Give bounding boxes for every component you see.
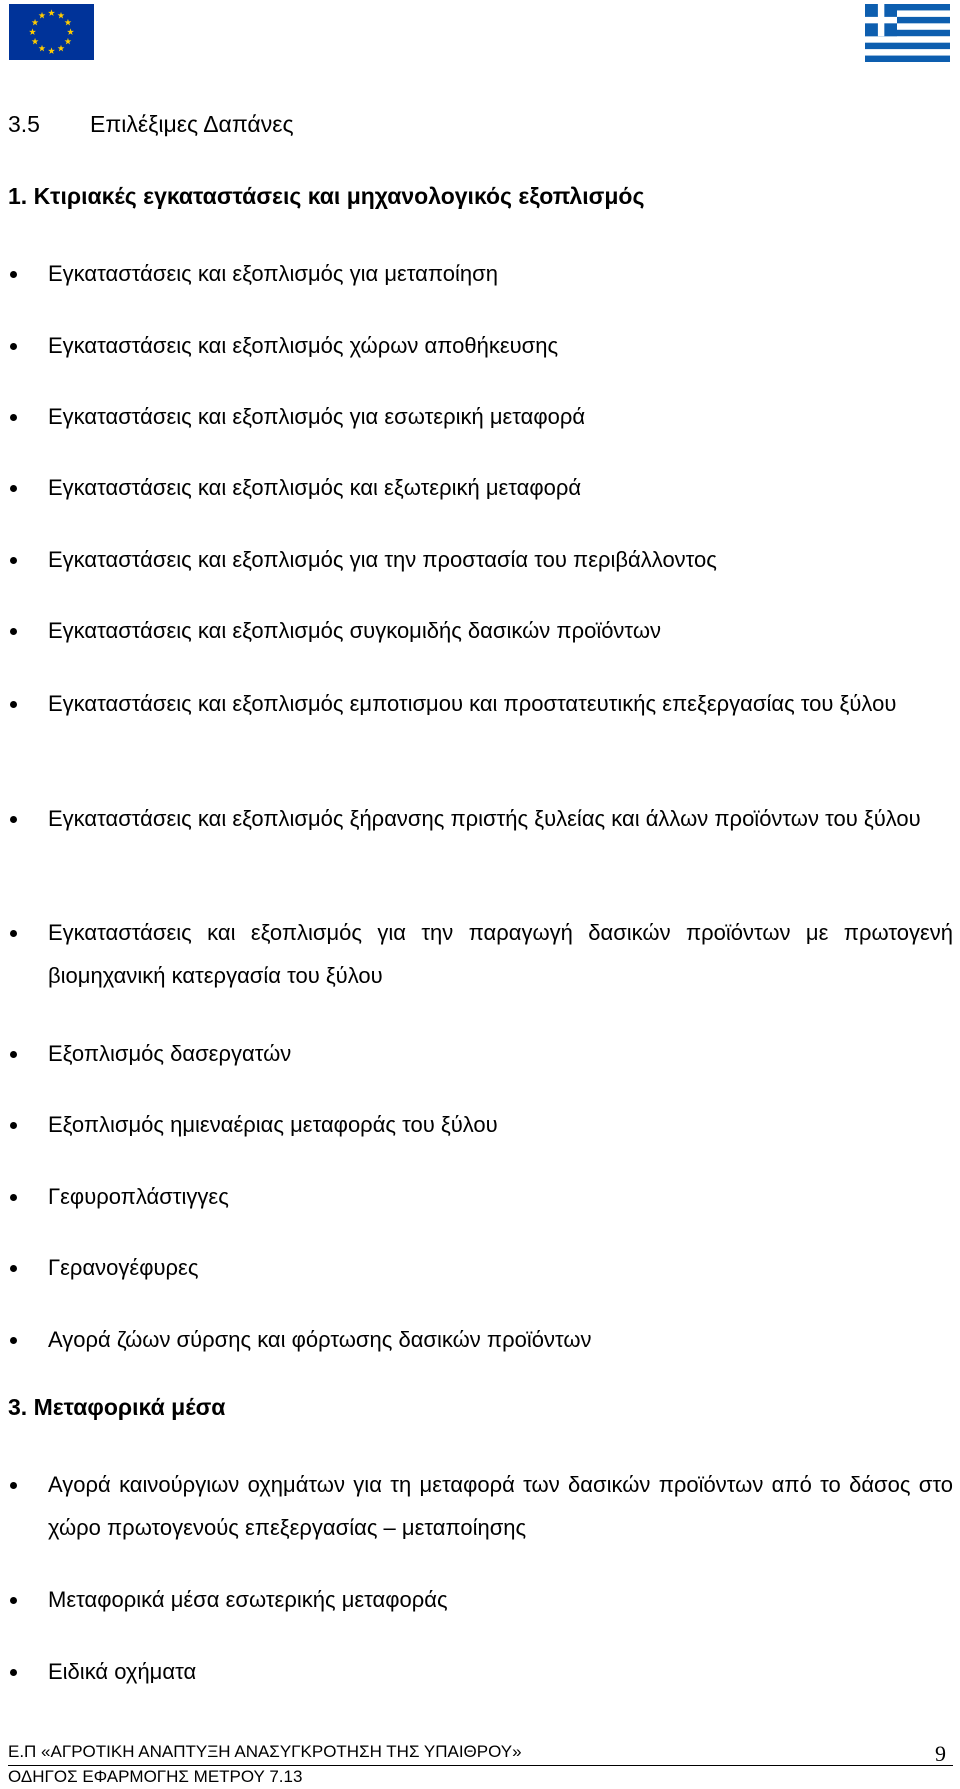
list-item-text: Εγκαταστάσεις και εξοπλισμός για την παραγωγή δασικών προϊόντων με πρωτογενή βιομηχανική κατεργασία του ξύλου xyxy=(48,920,953,988)
bullet-icon xyxy=(10,701,17,708)
bullet-icon xyxy=(10,1337,17,1344)
bullet-icon xyxy=(10,1597,17,1604)
list-item-text: Αγορά καινούργιων οχημάτων για τη μεταφορά των δασικών προϊόντων από το δάσος στο χώρο πρωτογενούς επεξεργασίας – μεταποίησης xyxy=(48,1472,953,1540)
bullet-icon xyxy=(10,816,17,823)
list-item-text: Εγκαταστάσεις και εξοπλισμός για την προστασία του περιβάλλοντος xyxy=(48,547,717,572)
list-item-text: Γερανογέφυρες xyxy=(48,1255,199,1280)
list-item-text: Εγκαταστάσεις και εξοπλισμός συγκομιδής δασικών προϊόντων xyxy=(48,618,661,643)
list-item-text: Εγκαταστάσεις και εξοπλισμός χώρων αποθήκευσης xyxy=(48,333,559,358)
bullet-icon xyxy=(10,271,17,278)
bullet-icon xyxy=(10,628,17,635)
list-item-text: Εξοπλισμός ημιεναέριας μεταφοράς του ξύλου xyxy=(48,1112,498,1137)
footer-program-title: Ε.Π «ΑΓΡΟΤΙΚΗ ΑΝΑΠΤΥΞΗ ΑΝΑΣΥΓΚΡΟΤΗΣΗ ΤΗΣ ΥΠΑΙΘΡΟΥ» xyxy=(8,1742,522,1761)
list-item-text: Μεταφορικά μέσα εσωτερικής μεταφοράς xyxy=(48,1587,448,1612)
greek-flag-icon xyxy=(865,4,950,62)
list-item-text: Εγκαταστάσεις και εξοπλισμός και εξωτερική μεταφορά xyxy=(48,475,582,500)
list-item-text: Εγκαταστάσεις και εξοπλισμός για εσωτερική μεταφορά xyxy=(48,404,586,429)
bullet-icon xyxy=(10,1194,17,1201)
list-item-text: Εγκαταστάσεις και εξοπλισμός για μεταποίηση xyxy=(48,261,498,286)
bullet-icon xyxy=(10,557,17,564)
bullet-icon xyxy=(10,930,17,937)
group3-title: 3. Μεταφορικά μέσα xyxy=(8,1394,226,1420)
section-title: Επιλέξιμες Δαπάνες xyxy=(90,111,294,137)
list-item-text: Εξοπλισμός δασεργατών xyxy=(48,1041,292,1066)
group1-title: 1. Κτιριακές εγκαταστάσεις και μηχανολογικός εξοπλισμός xyxy=(8,183,645,209)
list-item-text: Εγκαταστάσεις και εξοπλισμός ξήρανσης πριστής ξυλείας και άλλων προϊόντων του ξύλου xyxy=(48,806,921,831)
section-number: 3.5 xyxy=(8,111,40,137)
bullet-icon xyxy=(10,414,17,421)
section-heading xyxy=(8,111,294,138)
list-item-text: Γεφυροπλάστιγγες xyxy=(48,1184,229,1209)
bullet-icon xyxy=(10,1669,17,1676)
list-item-text: Αγορά ζώων σύρσης και φόρτωσης δασικών προϊόντων xyxy=(48,1327,592,1352)
bullet-icon xyxy=(10,1122,17,1129)
bullet-icon xyxy=(10,1265,17,1272)
list-item-text: Ειδικά οχήματα xyxy=(48,1659,197,1684)
eu-flag-icon xyxy=(9,4,94,60)
list-item-text: Εγκαταστάσεις και εξοπλισμός εμποτισμου και προστατευτικής επεξεργασίας του ξύλου xyxy=(48,691,897,716)
bullet-icon xyxy=(10,1482,17,1489)
bullet-icon xyxy=(10,485,17,492)
footer-divider xyxy=(8,1765,953,1766)
bullet-icon xyxy=(10,343,17,350)
bullet-icon xyxy=(10,1051,17,1058)
page-number: 9 xyxy=(935,1741,946,1766)
footer-guide-title: ΟΔΗΓΟΣ ΕΦΑΡΜΟΓΗΣ ΜΕΤΡΟΥ 7.13 xyxy=(8,1767,303,1786)
